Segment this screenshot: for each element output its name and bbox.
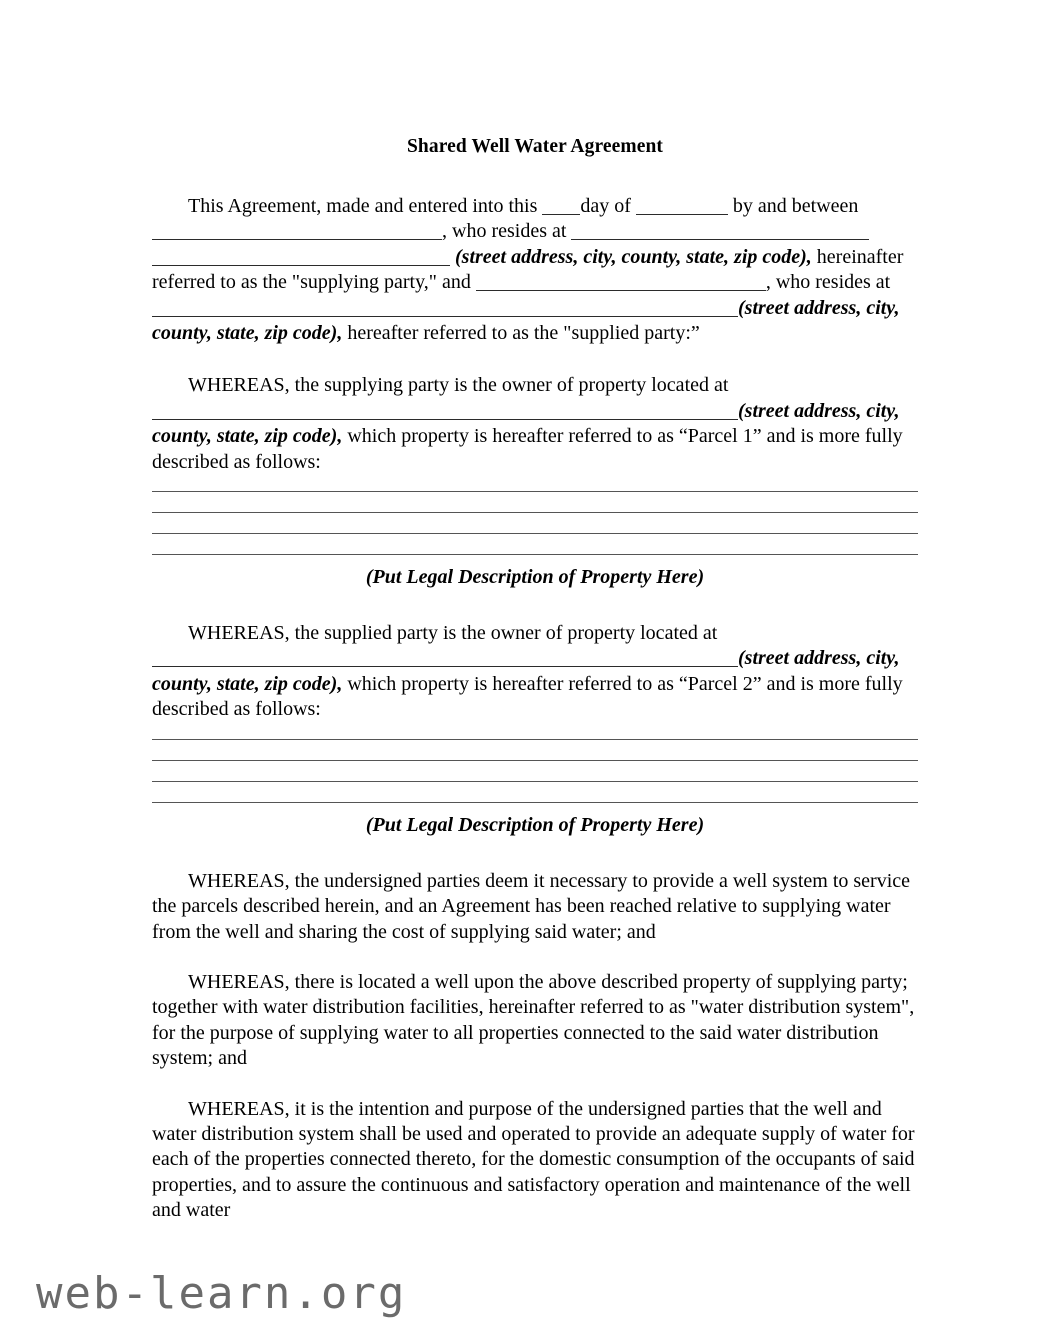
parcel1-address-blank[interactable] bbox=[152, 404, 738, 420]
address-note-2b: county, state, zip code), bbox=[152, 322, 343, 345]
supplied-party-name-blank[interactable] bbox=[476, 275, 766, 291]
parcel2-legal-description-lines[interactable] bbox=[152, 739, 918, 803]
legal-description-line[interactable] bbox=[152, 760, 918, 761]
recital-paragraph: WHEREAS, it is the intention and purpose of the undersigned parties that the well and water distribution system shall be used and operated to provide an adequate supply of water for each of the properties connected thereto, for the domestic consumption of the occupants of said properties, and to assure the continuous and satisfactory operation and maintenance of the well and water bbox=[152, 1097, 915, 1222]
intro-who-resides-1: , who resides at bbox=[442, 220, 567, 243]
parcel1-described: described as follows: bbox=[152, 450, 321, 473]
parcel2-tail: which property is hereafter referred to as “Parcel 2” and is more fully bbox=[347, 672, 903, 695]
month-blank[interactable] bbox=[636, 199, 728, 215]
recital-paragraph: WHEREAS, the undersigned parties deem it necessary to provide a well system to service the parcels described herein, and an Agreement has been reached relative to supplying water from the well and sharing the cost of supplying said water; and bbox=[152, 869, 911, 943]
legal-description-line[interactable] bbox=[152, 781, 918, 782]
parcel2-lead: WHEREAS, the supplied party is the owner of property located at bbox=[188, 622, 718, 645]
address-note-1: (street address, city, county, state, zip code), bbox=[455, 245, 812, 268]
intro-by-and-between: by and between bbox=[732, 195, 859, 217]
parcel2-paragraph bbox=[152, 621, 918, 723]
intro-day-of: day of bbox=[580, 195, 631, 217]
intro-hereinafter: hereinafter bbox=[816, 245, 904, 268]
legal-description-line[interactable] bbox=[152, 802, 918, 803]
supplying-party-address-blank-2[interactable] bbox=[152, 250, 450, 266]
address-note-2a: (street address, city, bbox=[738, 296, 900, 319]
intro-referred-supplied: hereafter referred to as the "supplied party:” bbox=[347, 322, 700, 345]
intro-referred-supplying: referred to as the "supplying party," and bbox=[152, 271, 471, 294]
parcel1-address-note-b: county, state, zip code), bbox=[152, 425, 343, 448]
legal-description-line[interactable] bbox=[152, 554, 918, 555]
parcel2-address-note-b: county, state, zip code), bbox=[152, 672, 343, 695]
parcel1-address-note-a: (street address, city, bbox=[738, 399, 900, 422]
page-title: Shared Well Water Agreement bbox=[406, 136, 663, 157]
recital-paragraph: WHEREAS, there is located a well upon the above described property of supplying party; together with water distribution facilities, hereinafter referred to as "water distribution system", for the purpose of supplying water to all properties connected to the said water distribution system; and bbox=[152, 970, 915, 1070]
parcel1-paragraph bbox=[152, 373, 918, 475]
legal-description-line[interactable] bbox=[152, 739, 918, 740]
parcel1-legal-description-lines[interactable] bbox=[152, 491, 918, 555]
supplying-party-name-blank[interactable] bbox=[152, 224, 442, 240]
intro-paragraph bbox=[152, 194, 918, 346]
parcel2-address-note-a: (street address, city, bbox=[738, 647, 900, 670]
supplying-party-address-blank-1[interactable] bbox=[571, 224, 869, 240]
intro-lead: This Agreement, made and entered into this bbox=[188, 195, 538, 217]
parcel2-address-blank[interactable] bbox=[152, 651, 738, 667]
legal-description-line[interactable] bbox=[152, 512, 918, 513]
parcel2-described: described as follows: bbox=[152, 698, 321, 721]
parcel1-legal-description-caption: (Put Legal Description of Property Here) bbox=[365, 566, 705, 589]
day-blank[interactable] bbox=[542, 199, 580, 215]
supplied-party-address-blank[interactable] bbox=[152, 301, 738, 317]
intro-who-resides-2: , who resides at bbox=[765, 271, 891, 294]
parcel2-legal-description-caption: (Put Legal Description of Property Here) bbox=[365, 813, 705, 836]
legal-description-line[interactable] bbox=[152, 491, 918, 492]
parcel1-lead: WHEREAS, the supplying party is the owner of property located at bbox=[188, 374, 729, 397]
legal-description-line[interactable] bbox=[152, 533, 918, 534]
document-body bbox=[152, 136, 918, 1224]
parcel1-tail: which property is hereafter referred to as “Parcel 1” and is more fully bbox=[347, 425, 903, 448]
watermark: web-learn.org bbox=[36, 1268, 407, 1319]
